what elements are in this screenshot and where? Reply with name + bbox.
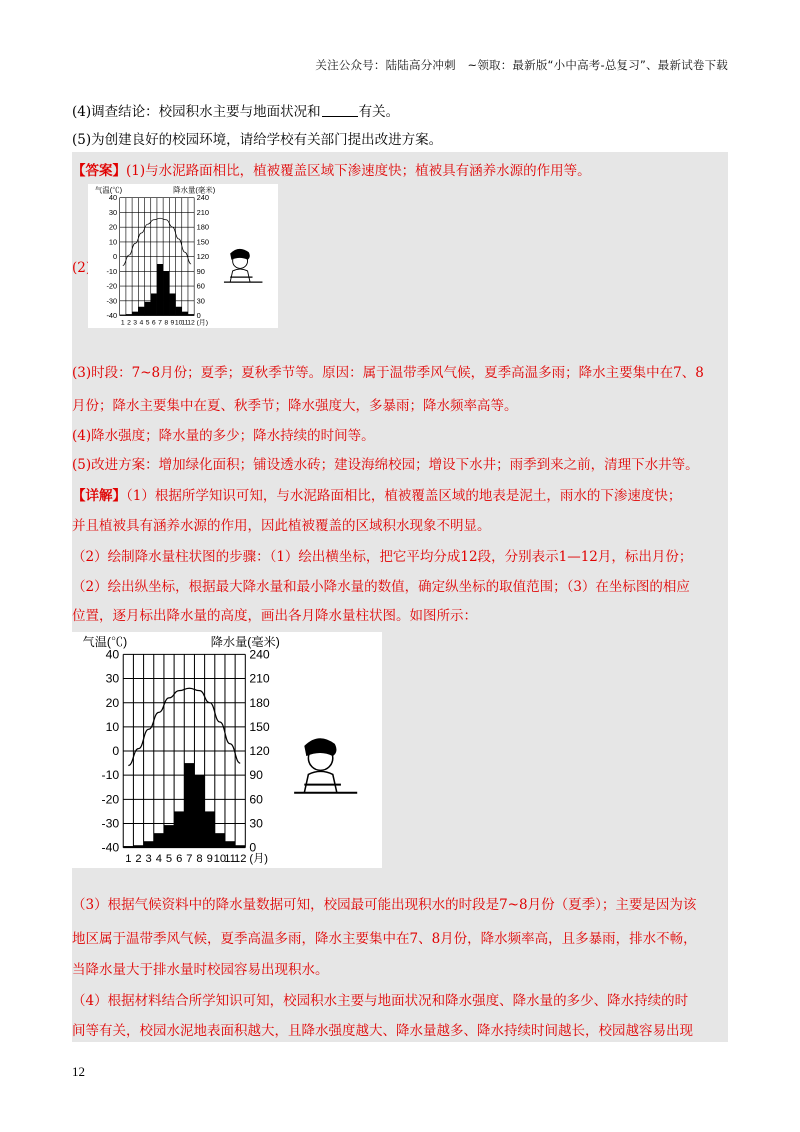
right-tick-label: 240 xyxy=(196,193,210,203)
right-tick-label: 150 xyxy=(249,719,270,734)
right-tick-label: 30 xyxy=(196,296,205,306)
question-4 xyxy=(72,100,399,120)
precip-bar xyxy=(151,293,157,315)
detail-4-line-2: 间等有关，校园水泥地表面积越大，且降水强度越大、降水量越多、降水持续时间越长，校园越容易出现 xyxy=(72,1023,693,1039)
precip-bar xyxy=(154,833,164,847)
right-tick-label: 240 xyxy=(249,647,270,662)
month-label: 5 xyxy=(165,852,173,865)
answer-4: (4)降水强度；降水量的多少；降水持续的时间等。 xyxy=(72,428,375,444)
right-tick-label: 120 xyxy=(249,744,270,759)
precip-bar xyxy=(132,312,138,316)
left-tick-label: -30 xyxy=(106,296,118,306)
left-tick-label: 40 xyxy=(108,193,118,203)
right-axis-label: 降水量(毫米) xyxy=(210,635,280,650)
question-4-text: (4)调查结论：校园积水主要与地面状况和 xyxy=(72,104,321,120)
precip-bar xyxy=(194,775,204,847)
month-label: 1 xyxy=(120,319,125,327)
precip-bar xyxy=(215,833,225,847)
right-tick-label: 120 xyxy=(196,252,210,262)
right-tick-label: 180 xyxy=(196,222,210,232)
left-axis-label: 气温(℃) xyxy=(82,635,128,650)
right-tick-label: 0 xyxy=(249,840,257,855)
month-label: 11 xyxy=(181,319,189,327)
question-5: (5)为创建良好的校园环境，请给学校有关部门提出改进方案。 xyxy=(72,132,443,148)
student-illustration xyxy=(224,249,262,282)
month-label: 10 xyxy=(213,852,227,865)
right-axis-label: 降水量(毫米) xyxy=(173,185,216,195)
left-axis-label: 气温(℃) xyxy=(94,185,123,195)
precip-bar xyxy=(188,314,194,315)
right-tick-label: 180 xyxy=(249,695,270,710)
month-label: 4 xyxy=(139,319,144,327)
left-tick-label: -10 xyxy=(101,768,120,783)
month-label: 12 xyxy=(234,852,247,865)
page-header: 关注公众号：陆陆高分冲刺 ~领取：最新版“小中高考-总复习”、最新试卷下载 xyxy=(315,58,728,72)
precip-bar xyxy=(126,314,132,315)
answer-3-line-2: 月份；降水主要集中在夏、秋季节；降水强度大，多暴雨；降水频率高等。 xyxy=(72,398,518,414)
detail-1-line-1 xyxy=(72,484,681,504)
answer-5: (5)改进方案：增加绿化面积；铺设透水砖；建设海绵校园；增设下水井；雨季到来之前，清理下水井等。 xyxy=(72,457,699,473)
month-label: 7 xyxy=(158,319,162,327)
month-label: 8 xyxy=(164,319,169,327)
left-tick-label: -20 xyxy=(106,281,118,291)
left-tick-label: -20 xyxy=(101,792,120,807)
detail-2-line-1: （2）绘制降水量柱状图的步骤：（1）绘出横坐标，把它平均分成12段，分别表示1—12月，标出月份； xyxy=(72,549,693,565)
month-label: 5 xyxy=(145,319,150,327)
precip-bar xyxy=(123,846,133,848)
right-tick-label: 0 xyxy=(196,311,201,321)
month-label: 6 xyxy=(176,852,183,865)
detail-2-line-2: （2）绘出纵坐标，根据最大降水量和最小降水量的数值，确定纵坐标的取值范围；（3）在坐标图的相应 xyxy=(72,579,690,595)
left-tick-label: -30 xyxy=(101,816,120,831)
month-label: 11 xyxy=(224,852,236,865)
precip-bar xyxy=(225,841,235,847)
month-label: 2 xyxy=(127,319,131,327)
month-label: 7 xyxy=(186,852,193,865)
x-axis-unit: (月) xyxy=(196,319,209,327)
left-tick-label: -40 xyxy=(106,311,118,321)
detail-1-text: （1）根据所学知识可知，与水泥路面相比，植被覆盖区域的地表是泥土，雨水的下渗速度快； xyxy=(126,488,682,504)
precip-bar xyxy=(169,293,175,315)
detail-3-line-1: （3）根据气候资料中的降水量数据可知，校园最可能出现积水的时段是7~8月份（夏季）；主要是因为该 xyxy=(72,897,697,913)
body-shape xyxy=(230,269,250,282)
page-number: 12 xyxy=(72,1064,85,1079)
month-label: 12 xyxy=(187,319,195,327)
detail-3-line-3: 当降水量大于排水量时校园容易出现积水。 xyxy=(72,962,329,978)
left-tick-label: 30 xyxy=(108,207,118,217)
month-label: 1 xyxy=(125,852,132,865)
right-tick-label: 90 xyxy=(196,266,205,276)
month-label: 2 xyxy=(135,852,142,865)
precip-bar xyxy=(184,763,194,848)
precip-bar xyxy=(205,811,215,847)
answer-1 xyxy=(72,159,591,179)
left-tick-label: 10 xyxy=(108,237,118,247)
climate-chart-large xyxy=(72,632,382,868)
left-tick-label: 20 xyxy=(108,222,118,232)
left-tick-label: 20 xyxy=(105,695,120,710)
precip-bar xyxy=(133,845,143,847)
detail-4-line-1: （4）根据材料结合所学知识可知，校园积水主要与地面状况和降水强度、降水量的多少、降水持续的时 xyxy=(72,993,689,1009)
right-tick-label: 210 xyxy=(249,671,270,686)
precip-bar xyxy=(138,307,144,316)
answer-2-label: (2) xyxy=(72,260,92,276)
right-tick-label: 60 xyxy=(196,281,205,291)
month-label: 9 xyxy=(170,319,175,327)
month-label: 3 xyxy=(133,319,138,327)
right-tick-label: 60 xyxy=(249,792,263,807)
month-label: 8 xyxy=(196,852,203,865)
x-axis-unit: (月) xyxy=(249,852,269,865)
month-label: 3 xyxy=(145,852,152,865)
detail-3-line-2: 地区属于温带季风气候，夏季高温多雨，降水主要集中在7、8月份，降水频率高，且多暴雨，排水不畅， xyxy=(72,931,697,947)
right-tick-label: 30 xyxy=(249,816,263,831)
answer-blank xyxy=(322,103,358,117)
precip-bar xyxy=(145,302,151,316)
precip-bar xyxy=(176,307,182,316)
precip-bar xyxy=(157,264,163,316)
precip-bar xyxy=(164,825,174,848)
detail-label: 【详解】 xyxy=(72,488,126,504)
student-illustration xyxy=(294,738,357,792)
precip-bar xyxy=(182,312,188,316)
detail-1-line-2: 并且植被具有涵养水源的作用，因此植被覆盖的区域积水现象不明显。 xyxy=(72,518,491,534)
right-tick-label: 90 xyxy=(249,768,263,783)
precip-bar xyxy=(235,845,245,847)
month-label: 6 xyxy=(151,319,156,327)
right-tick-label: 210 xyxy=(196,207,210,217)
precip-bar xyxy=(163,271,169,315)
right-tick-label: 150 xyxy=(196,237,210,247)
left-tick-label: -40 xyxy=(101,840,120,855)
body-shape xyxy=(304,771,337,792)
month-label: 4 xyxy=(155,852,162,865)
left-tick-label: 10 xyxy=(105,719,120,734)
answer-1-text: (1)与水泥路面相比，植被覆盖区域下渗速度快；植被具有涵养水源的作用等。 xyxy=(126,163,591,179)
detail-2-line-3: 位置，逐月标出降水量的高度，画出各月降水量柱状图。如图所示： xyxy=(72,608,477,624)
answer-3-line-1: (3)时段：7~8月份；夏季；夏秋季节等。原因：属于温带季风气候，夏季高温多雨；降水主要集中在7、8 xyxy=(72,365,704,381)
month-label: 10 xyxy=(174,319,183,327)
month-label: 9 xyxy=(206,852,213,865)
question-4-tail: 有关。 xyxy=(358,104,400,120)
left-tick-label: 30 xyxy=(105,671,120,686)
answer-label: 【答案】 xyxy=(72,163,126,179)
left-tick-label: 40 xyxy=(105,647,120,662)
precip-bar xyxy=(174,811,184,847)
left-tick-label: 0 xyxy=(113,252,118,262)
precip-bar xyxy=(120,315,126,316)
climate-chart-small xyxy=(88,184,278,328)
left-tick-label: -10 xyxy=(106,266,118,276)
left-tick-label: 0 xyxy=(112,744,120,759)
precip-bar xyxy=(144,841,154,847)
